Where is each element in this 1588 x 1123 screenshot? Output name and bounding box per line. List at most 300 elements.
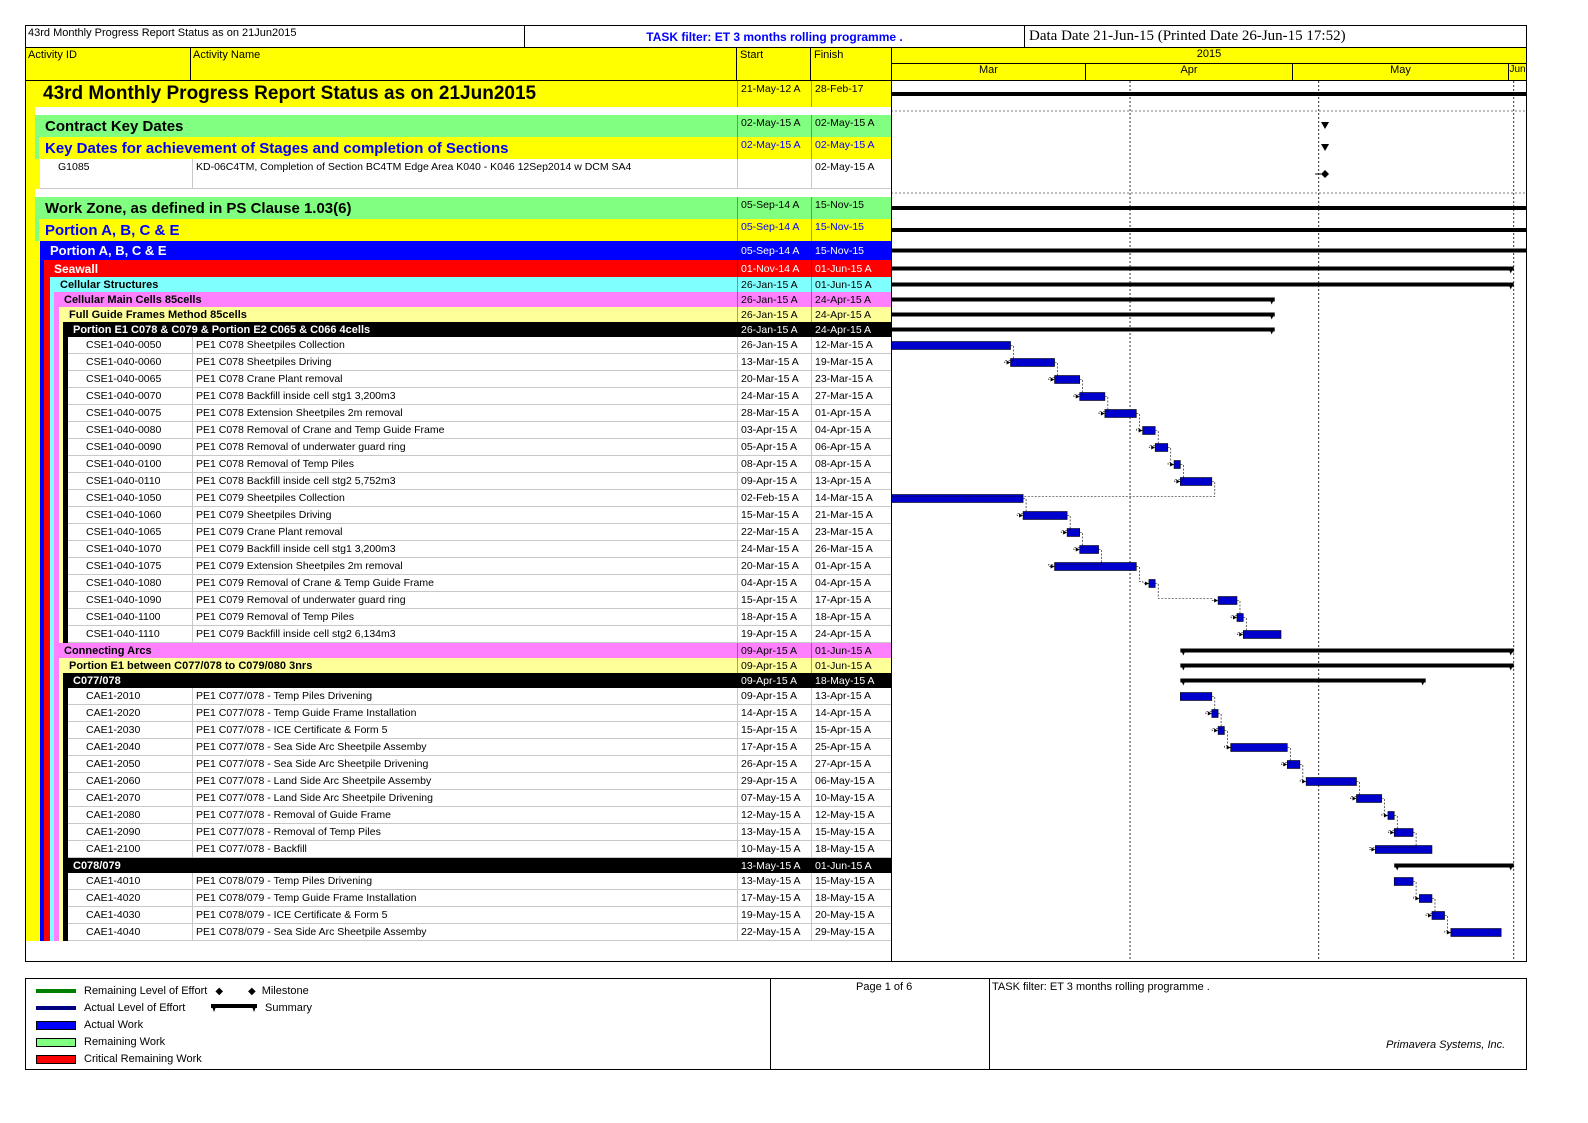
group-row[interactable] [26, 307, 892, 322]
start-date: 22-May-15 A [737, 924, 811, 940]
table-row[interactable] [26, 422, 892, 439]
relationship-arrow-icon [1151, 446, 1155, 450]
start-date: 29-Apr-15 A [737, 773, 811, 789]
month-label-jun: Jun [1509, 64, 1526, 75]
legend-item [36, 1019, 143, 1031]
group-row[interactable] [26, 277, 892, 292]
start-date: 22-Mar-15 A [737, 524, 811, 540]
summary-bar [891, 249, 1527, 253]
table-row[interactable] [26, 388, 892, 405]
start-date: 18-Apr-15 A [737, 609, 811, 625]
relationship-arrow-icon [1076, 395, 1080, 399]
relationship-line [1155, 584, 1218, 601]
summary-bar [891, 313, 1275, 317]
activity-name: PE1 C079 Removal of Crane & Temp Guide Frame [192, 575, 737, 591]
start-date: 03-Apr-15 A [737, 422, 811, 438]
col-header-start-label: Start [740, 49, 764, 61]
start-date: 10-May-15 A [737, 841, 811, 857]
legend-item [36, 1002, 185, 1014]
start-date: 26-Jan-15 A [737, 322, 811, 337]
activity-id: CAE1-4020 [86, 892, 141, 904]
activity-name: PE1 C077/078 - Sea Side Arc Sheetpile Drivening [192, 756, 737, 772]
start-date: 02-Feb-15 A [737, 490, 811, 506]
table-row[interactable] [26, 841, 892, 858]
activity-id: CSE1-040-1065 [86, 526, 162, 538]
finish-date: 24-Apr-15 A [811, 292, 892, 307]
table-row[interactable] [26, 405, 892, 422]
actual-work-bar [1023, 512, 1067, 520]
group-row[interactable] [26, 643, 892, 658]
table-row[interactable] [26, 592, 892, 609]
finish-date: 04-Apr-15 A [811, 422, 892, 438]
finish-date: 24-Apr-15 A [811, 307, 892, 322]
table-row[interactable] [26, 524, 892, 541]
finish-date: 27-Apr-15 A [811, 756, 892, 772]
timescale-month-may [1292, 63, 1509, 81]
relationship-arrow-icon [1283, 763, 1287, 767]
activity-name: PE1 C079 Sheetpiles Driving [192, 507, 737, 523]
start-date: 13-May-15 A [737, 858, 811, 873]
activity-id: CAE1-2020 [86, 707, 141, 719]
group-name: Portion E1 between C077/078 to C079/080 3nrs [69, 659, 313, 672]
group-row[interactable] [26, 241, 892, 260]
legend-label: Actual Level of Effort [84, 1002, 186, 1014]
start-date: 08-Apr-15 A [737, 456, 811, 472]
task-filter-cell [524, 25, 1025, 48]
relationship-arrow-icon [1390, 831, 1394, 835]
table-row[interactable] [26, 688, 892, 705]
month-label-apr: Apr [1180, 64, 1198, 76]
data-date-cell [1024, 25, 1527, 48]
col-header-activity-id[interactable] [25, 47, 191, 81]
actual-work-bar [1243, 631, 1281, 639]
finish-date: 06-Apr-15 A [811, 439, 892, 455]
table-row[interactable] [26, 722, 892, 739]
col-header-finish-label: Finish [814, 49, 844, 61]
group-row[interactable] [26, 322, 892, 337]
activity-name: PE1 C079 Sheetpiles Collection [192, 490, 737, 506]
activity-id: CSE1-040-1090 [86, 594, 162, 606]
gantt-chart [891, 81, 1527, 961]
finish-date: 01-Jun-15 A [811, 858, 892, 873]
activity-id: CAE1-2040 [86, 741, 141, 753]
activity-id: CSE1-040-1060 [86, 509, 162, 521]
group-name: Cellular Structures [60, 278, 159, 291]
actual-work-bar [1432, 912, 1445, 920]
table-row[interactable] [26, 541, 892, 558]
legend-milestone [248, 985, 309, 997]
activity-id: CSE1-040-1080 [86, 577, 162, 589]
relationship-arrow-icon [1233, 616, 1237, 620]
table-row[interactable] [26, 626, 892, 643]
group-name: Portion E1 C078 & C079 & Portion E2 C065 & C066 4cells [73, 323, 371, 336]
table-row[interactable] [26, 575, 892, 592]
finish-date: 15-Nov-15 [811, 241, 892, 260]
legend-label: Remaining Level of Effort [84, 985, 208, 997]
relationship-arrow-icon [1139, 429, 1143, 433]
group-row[interactable] [26, 115, 892, 137]
start-date: 21-May-12 A [737, 81, 811, 107]
col-header-activity-name-label: Activity Name [193, 49, 261, 61]
activity-id: CAE1-4040 [86, 926, 141, 938]
activity-id: CAE1-4030 [86, 909, 141, 921]
activity-name: PE1 C078 Removal of underwater guard ring [192, 439, 737, 455]
activity-name: PE1 C077/078 - Removal of Guide Frame [192, 807, 737, 823]
group-row[interactable] [26, 137, 892, 159]
start-date: 15-Mar-15 A [737, 507, 811, 523]
actual-work-bar [1287, 761, 1300, 769]
group-name: Connecting Arcs [64, 644, 152, 657]
relationship-arrow-icon [1076, 548, 1080, 552]
group-row[interactable] [26, 658, 892, 673]
group-row[interactable] [26, 858, 892, 873]
activity-id: CSE1-040-1070 [86, 543, 162, 555]
actual-work-bar [1388, 812, 1394, 820]
start-date: 01-Nov-14 A [737, 260, 811, 277]
actual-work-bar [1155, 444, 1168, 452]
start-date: 26-Jan-15 A [737, 337, 811, 353]
table-row[interactable] [26, 756, 892, 773]
activity-name: PE1 C079 Removal of underwater guard ring [192, 592, 737, 608]
relationship-arrow-icon [1447, 931, 1451, 935]
group-row[interactable] [26, 219, 892, 241]
relationship-line [1224, 731, 1230, 748]
summary-milestone-icon [1321, 122, 1329, 129]
start-date: 02-May-15 A [737, 115, 811, 137]
finish-date: 29-May-15 A [811, 924, 892, 940]
activity-name: PE1 C078 Sheetpiles Driving [192, 354, 737, 370]
relationship-arrow-icon [1384, 814, 1388, 818]
legend-summary-label: Summary [265, 1002, 313, 1014]
finish-date: 24-Apr-15 A [811, 322, 892, 337]
legend-label: Remaining Work [84, 1036, 166, 1048]
activity-id: CAE1-2090 [86, 826, 141, 838]
finish-date: 17-Apr-15 A [811, 592, 892, 608]
start-date: 19-Apr-15 A [737, 626, 811, 642]
actual-work-bar [1451, 929, 1501, 937]
activity-id: CAE1-2030 [86, 724, 141, 736]
start-date: 24-Mar-15 A [737, 388, 811, 404]
relationship-arrow-icon [1208, 712, 1212, 716]
start-date: 13-May-15 A [737, 873, 811, 889]
relationship-arrow-icon [1019, 514, 1023, 518]
group-name: Contract Key Dates [45, 117, 184, 135]
activity-id: CAE1-2050 [86, 758, 141, 770]
relationship-line [1413, 882, 1419, 899]
activity-name: PE1 C079 Backfill inside cell stg2 6,134m3 [192, 626, 737, 642]
activity-id: CSE1-040-1100 [86, 611, 161, 623]
activity-name: PE1 C077/078 - Land Side Arc Sheetpile Drivening [192, 790, 737, 806]
report-title: 43rd Monthly Progress Report Status as on 21Jun2015 [28, 27, 297, 39]
actual-work-bar [1394, 878, 1413, 886]
activity-name: PE1 C077/078 - Removal of Temp Piles [192, 824, 737, 840]
group-name: C077/078 [73, 674, 121, 687]
actual-work-bar [1174, 461, 1180, 469]
finish-date: 15-Nov-15 [811, 219, 892, 241]
actual-work-bar [1237, 614, 1243, 622]
table-row[interactable] [26, 739, 892, 756]
activity-name: PE1 C079 Backfill inside cell stg1 3,200m3 [192, 541, 737, 557]
group-row[interactable] [26, 81, 892, 107]
month-label-may: May [1390, 64, 1411, 76]
start-date: 13-Mar-15 A [737, 354, 811, 370]
group-row[interactable] [26, 197, 892, 219]
relationship-arrow-icon [1227, 746, 1231, 750]
actual-work-bar [891, 342, 1011, 350]
finish-date: 26-Mar-15 A [811, 541, 892, 557]
start-date: 07-May-15 A [737, 790, 811, 806]
finish-date: 24-Apr-15 A [811, 626, 892, 642]
start-date: 02-May-15 A [737, 137, 811, 159]
legend-item [36, 1053, 202, 1065]
actual-work-bar [1394, 829, 1413, 837]
finish-date: 18-May-15 A [811, 673, 892, 688]
activity-id: CSE1-040-0090 [86, 441, 162, 453]
activity-table [25, 81, 892, 961]
relationship-arrow-icon [1302, 780, 1306, 784]
legend-box [25, 978, 1527, 1070]
group-name: C078/079 [73, 859, 121, 872]
finish-date: 01-Jun-15 A [811, 277, 892, 292]
activity-name: PE1 C077/078 - Temp Piles Drivening [192, 688, 737, 704]
activity-id: CSE1-040-1075 [86, 560, 162, 572]
relationship-arrow-icon [1145, 582, 1149, 586]
relationship-arrow-icon [1170, 463, 1174, 467]
activity-id: G1085 [58, 161, 90, 173]
actual-work-bar [1231, 744, 1288, 752]
table-row[interactable] [26, 159, 892, 189]
finish-date: 15-Nov-15 [811, 197, 892, 219]
legend-swatch [36, 1006, 76, 1010]
vendor-label: Primavera Systems, Inc. [1386, 1039, 1506, 1051]
activity-id: CAE1-2100 [86, 843, 141, 855]
activity-name: PE1 C078/079 - Temp Piles Drivening [192, 873, 737, 889]
actual-work-bar [1067, 529, 1080, 537]
actual-work-bar [1143, 427, 1156, 435]
table-row[interactable] [26, 371, 892, 388]
start-date: 15-Apr-15 A [737, 592, 811, 608]
finish-date: 14-Apr-15 A [811, 705, 892, 721]
activity-name: PE1 C078 Crane Plant removal [192, 371, 737, 387]
table-row[interactable] [26, 456, 892, 473]
finish-date: 14-Mar-15 A [811, 490, 892, 506]
actual-work-bar [1419, 895, 1432, 903]
start-date: 26-Jan-15 A [737, 292, 811, 307]
relationship-line [1136, 567, 1149, 584]
summary-bar [891, 228, 1527, 232]
actual-work-bar [891, 495, 1023, 503]
start-date: 12-May-15 A [737, 807, 811, 823]
month-label-mar: Mar [979, 64, 998, 76]
group-row[interactable] [26, 260, 892, 277]
activity-id: CSE1-040-0110 [86, 475, 161, 487]
summary-bar [891, 328, 1275, 332]
finish-date: 27-Mar-15 A [811, 388, 892, 404]
finish-date: 08-Apr-15 A [811, 456, 892, 472]
legend-swatch [36, 989, 76, 993]
actual-work-bar [1306, 778, 1356, 786]
actual-work-bar [1218, 727, 1224, 735]
table-row[interactable] [26, 337, 892, 354]
start-date: 26-Jan-15 A [737, 277, 811, 292]
summary-bar [891, 267, 1514, 271]
timescale-month-apr [1085, 63, 1293, 81]
group-row[interactable] [26, 292, 892, 307]
activity-name: PE1 C077/078 - Temp Guide Frame Installation [192, 705, 737, 721]
summary-bar-icon [211, 1003, 257, 1013]
finish-date: 20-May-15 A [811, 907, 892, 923]
relationship-arrow-icon [1352, 797, 1356, 801]
legend-divider-1 [770, 979, 771, 1069]
hierarchy-band [63, 873, 68, 941]
milestone-diamond-icon [1321, 170, 1329, 178]
start-date: 13-May-15 A [737, 824, 811, 840]
legend-swatch [36, 1055, 76, 1064]
actual-work-bar [1375, 846, 1432, 854]
activity-name: KD-06C4TM, Completion of Section BC4TM Edge Area K040 - K046 12Sep2014 w DCM SA4 [192, 159, 737, 188]
relationship-arrow-icon [1214, 599, 1218, 603]
summary-bar [1180, 679, 1425, 683]
table-row[interactable] [26, 558, 892, 575]
finish-date: 28-Feb-17 [811, 81, 892, 107]
milestone-icon: ◆ [248, 985, 256, 997]
finish-date: 10-May-15 A [811, 790, 892, 806]
timescale-month-mar [891, 63, 1086, 81]
actual-work-bar [1080, 393, 1105, 401]
legend-divider-2 [989, 979, 990, 1069]
finish-date: 18-Apr-15 A [811, 609, 892, 625]
start-date: 17-May-15 A [737, 890, 811, 906]
timescale-month-jun [1508, 63, 1527, 81]
col-header-activity-name[interactable] [190, 47, 737, 81]
finish-date: 01-Jun-15 A [811, 658, 892, 673]
group-name: Full Guide Frames Method 85cells [69, 308, 247, 321]
relationship-arrow-icon [1007, 361, 1011, 365]
finish-date: 12-Mar-15 A [811, 337, 892, 353]
finish-date: 12-May-15 A [811, 807, 892, 823]
hierarchy-band [35, 159, 40, 189]
activity-name: PE1 C078 Backfill inside cell stg2 5,752m3 [192, 473, 737, 489]
finish-date: 21-Mar-15 A [811, 507, 892, 523]
activity-id: CSE1-040-0060 [86, 356, 162, 368]
activity-id: CSE1-040-0065 [86, 373, 162, 385]
group-name: Work Zone, as defined in PS Clause 1.03(6) [45, 199, 352, 217]
finish-date: 15-Apr-15 A [811, 722, 892, 738]
group-name: Key Dates for achievement of Stages and completion of Sections [45, 139, 509, 157]
actual-work-bar [1180, 693, 1211, 701]
timescale-year [891, 47, 1527, 64]
group-name: Portion A, B, C & E [45, 221, 180, 239]
start-date: 26-Jan-15 A [737, 307, 811, 322]
hierarchy-band [26, 107, 35, 941]
activity-id: CAE1-2010 [86, 690, 141, 702]
table-row[interactable] [26, 439, 892, 456]
table-row[interactable] [26, 354, 892, 371]
activity-name: PE1 C078/079 - Sea Side Arc Sheetpile Assemby [192, 924, 737, 940]
table-row[interactable] [26, 705, 892, 722]
summary-milestone-icon [1321, 144, 1329, 151]
start-date: 09-Apr-15 A [737, 688, 811, 704]
relationship-line [1136, 414, 1142, 431]
start-date: 04-Apr-15 A [737, 575, 811, 591]
table-row[interactable] [26, 473, 892, 490]
actual-work-bar [1011, 359, 1055, 367]
table-row[interactable] [26, 609, 892, 626]
relationship-arrow-icon [1101, 412, 1105, 416]
relationship-arrow-icon [1428, 914, 1432, 918]
finish-date: 23-Mar-15 A [811, 371, 892, 387]
relationship-arrow-icon [1051, 565, 1055, 569]
finish-date: 01-Jun-15 A [811, 260, 892, 277]
relationship-arrow-icon [1239, 633, 1243, 637]
start-date: 05-Sep-14 A [737, 197, 811, 219]
finish-date: 13-Apr-15 A [811, 473, 892, 489]
footer-task-filter: TASK filter: ET 3 months rolling programme . [992, 981, 1210, 993]
summary-bar [891, 298, 1275, 302]
activity-name: PE1 C078 Backfill inside cell stg1 3,200m3 [192, 388, 737, 404]
start-date: 24-Mar-15 A [737, 541, 811, 557]
table-row[interactable] [26, 807, 892, 824]
start-date: 09-Apr-15 A [737, 473, 811, 489]
start-date: 19-May-15 A [737, 907, 811, 923]
table-row[interactable] [26, 490, 892, 507]
actual-work-bar [1356, 795, 1381, 803]
relationship-arrow-icon [1051, 378, 1055, 382]
group-name: Portion A, B, C & E [50, 243, 167, 258]
task-filter-text: TASK filter: ET 3 months rolling programme . [646, 29, 903, 44]
activity-name: PE1 C078 Removal of Crane and Temp Guide Frame [192, 422, 737, 438]
start-date: 15-Apr-15 A [737, 722, 811, 738]
activity-id: CAE1-2070 [86, 792, 141, 804]
finish-date: 13-Apr-15 A [811, 688, 892, 704]
finish-date: 18-May-15 A [811, 841, 892, 857]
milestone-icon: ◆ [215, 985, 224, 997]
activity-name: PE1 C078/079 - ICE Certificate & Form 5 [192, 907, 737, 923]
activity-id: CSE1-040-1110 [86, 628, 160, 640]
start-date: 05-Apr-15 A [737, 439, 811, 455]
start-date: 28-Mar-15 A [737, 405, 811, 421]
start-date: 20-Mar-15 A [737, 558, 811, 574]
relationship-arrow-icon [1063, 531, 1067, 535]
table-row[interactable] [26, 790, 892, 807]
table-row[interactable] [26, 507, 892, 524]
group-row[interactable] [26, 673, 892, 688]
table-row[interactable] [26, 907, 892, 924]
col-header-start[interactable] [736, 47, 811, 81]
activity-id: CSE1-040-0070 [86, 390, 162, 402]
col-header-finish[interactable] [810, 47, 892, 81]
start-date: 05-Sep-14 A [737, 241, 811, 260]
table-row[interactable] [26, 824, 892, 841]
activity-id: CSE1-040-0050 [86, 339, 162, 351]
finish-date: 15-May-15 A [811, 873, 892, 889]
activity-id: CSE1-040-0075 [86, 407, 162, 419]
legend-swatch [36, 1021, 76, 1030]
hierarchy-band [63, 337, 68, 643]
start-date: 09-Apr-15 A [737, 658, 811, 673]
start-date: 09-Apr-15 A [737, 673, 811, 688]
table-row[interactable] [26, 773, 892, 790]
table-row[interactable] [26, 890, 892, 907]
relationship-arrow-icon [1176, 480, 1180, 484]
table-row[interactable] [26, 873, 892, 890]
relationship-line [1168, 448, 1174, 465]
actual-work-bar [1212, 710, 1218, 718]
summary-bar [891, 92, 1527, 96]
activity-id: CSE1-040-1050 [86, 492, 162, 504]
start-date: 17-Apr-15 A [737, 739, 811, 755]
table-row[interactable] [26, 924, 892, 941]
